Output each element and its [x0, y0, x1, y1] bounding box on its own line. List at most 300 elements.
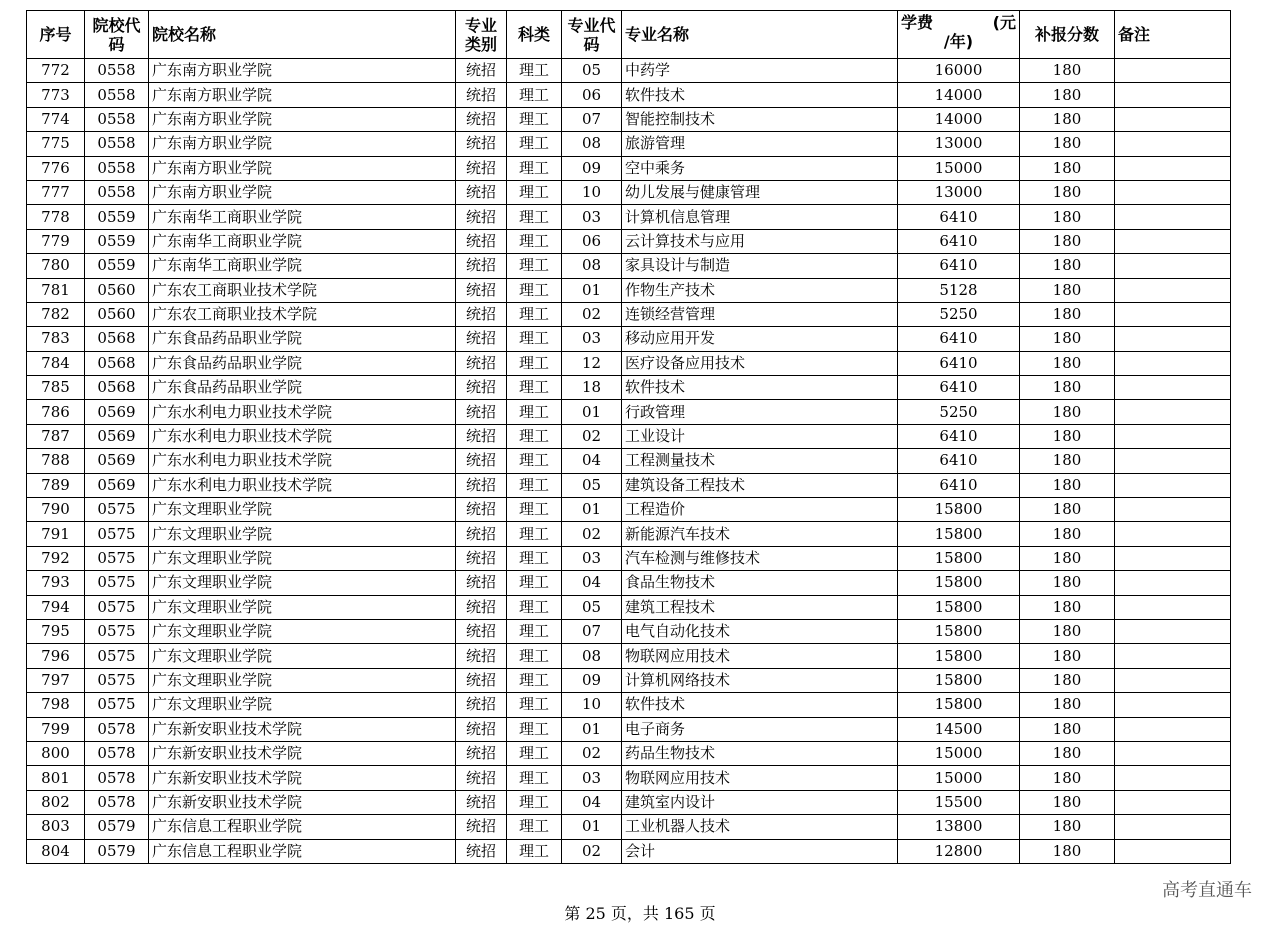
cell-school-code: 0558 — [85, 132, 149, 156]
cell-subject: 理工 — [507, 376, 562, 400]
cell-major-type: 统招 — [456, 400, 507, 424]
cell-score: 180 — [1020, 815, 1115, 839]
cell-subject: 理工 — [507, 132, 562, 156]
cell-fee: 15000 — [898, 741, 1020, 765]
cell-subject: 理工 — [507, 473, 562, 497]
cell-fee: 16000 — [898, 59, 1020, 83]
cell-school-code: 0560 — [85, 302, 149, 326]
cell-major-type: 统招 — [456, 254, 507, 278]
cell-major-name: 软件技术 — [622, 83, 898, 107]
cell-subject: 理工 — [507, 595, 562, 619]
cell-score: 180 — [1020, 229, 1115, 253]
cell-remark — [1115, 180, 1231, 204]
cell-subject: 理工 — [507, 302, 562, 326]
cell-major-type: 统招 — [456, 327, 507, 351]
cell-school-name: 广东文理职业学院 — [149, 571, 456, 595]
cell-seq: 796 — [27, 644, 85, 668]
cell-major-name: 医疗设备应用技术 — [622, 351, 898, 375]
cell-seq: 799 — [27, 717, 85, 741]
cell-fee: 14000 — [898, 107, 1020, 131]
cell-major-code: 08 — [562, 254, 622, 278]
cell-school-name: 广东农工商职业技术学院 — [149, 302, 456, 326]
cell-fee: 6410 — [898, 351, 1020, 375]
cell-major-code: 02 — [562, 839, 622, 863]
cell-school-name: 广东食品药品职业学院 — [149, 351, 456, 375]
cell-fee: 12800 — [898, 839, 1020, 863]
cell-school-code: 0575 — [85, 619, 149, 643]
cell-major-name: 计算机信息管理 — [622, 205, 898, 229]
cell-fee: 15000 — [898, 156, 1020, 180]
cell-remark — [1115, 522, 1231, 546]
table-row — [27, 278, 1231, 302]
cell-remark — [1115, 400, 1231, 424]
cell-remark — [1115, 278, 1231, 302]
table-row — [27, 839, 1231, 863]
cell-school-code: 0558 — [85, 59, 149, 83]
header-seq: 序号 — [27, 11, 85, 59]
cell-major-type: 统招 — [456, 229, 507, 253]
cell-school-name: 广东文理职业学院 — [149, 546, 456, 570]
cell-school-code: 0569 — [85, 449, 149, 473]
cell-score: 180 — [1020, 571, 1115, 595]
cell-subject: 理工 — [507, 254, 562, 278]
cell-major-type: 统招 — [456, 595, 507, 619]
table-row — [27, 741, 1231, 765]
cell-seq: 774 — [27, 107, 85, 131]
header-major-name: 专业名称 — [622, 11, 898, 59]
cell-major-code: 04 — [562, 449, 622, 473]
cell-major-type: 统招 — [456, 815, 507, 839]
cell-subject: 理工 — [507, 522, 562, 546]
cell-major-code: 04 — [562, 790, 622, 814]
table-row — [27, 473, 1231, 497]
cell-school-name: 广东南方职业学院 — [149, 83, 456, 107]
header-major-code: 专业代码 — [562, 11, 622, 59]
cell-major-name: 药品生物技术 — [622, 741, 898, 765]
cell-remark — [1115, 351, 1231, 375]
header-score: 补报分数 — [1020, 11, 1115, 59]
cell-remark — [1115, 83, 1231, 107]
cell-major-name: 软件技术 — [622, 376, 898, 400]
cell-major-code: 06 — [562, 229, 622, 253]
cell-seq: 802 — [27, 790, 85, 814]
cell-subject: 理工 — [507, 424, 562, 448]
cell-subject: 理工 — [507, 717, 562, 741]
cell-major-code: 05 — [562, 595, 622, 619]
header-fee-label: 学费 — [901, 12, 934, 32]
cell-score: 180 — [1020, 619, 1115, 643]
cell-major-code: 18 — [562, 376, 622, 400]
cell-school-code: 0575 — [85, 644, 149, 668]
cell-remark — [1115, 229, 1231, 253]
cell-subject: 理工 — [507, 693, 562, 717]
cell-subject: 理工 — [507, 546, 562, 570]
cell-score: 180 — [1020, 693, 1115, 717]
cell-school-code: 0579 — [85, 839, 149, 863]
table-row — [27, 351, 1231, 375]
table-row — [27, 180, 1231, 204]
cell-remark — [1115, 327, 1231, 351]
cell-remark — [1115, 205, 1231, 229]
table-row — [27, 498, 1231, 522]
table-row — [27, 254, 1231, 278]
cell-major-name: 电子商务 — [622, 717, 898, 741]
cell-seq: 781 — [27, 278, 85, 302]
cell-major-name: 工业设计 — [622, 424, 898, 448]
cell-seq: 801 — [27, 766, 85, 790]
cell-school-name: 广东南华工商职业学院 — [149, 229, 456, 253]
header-fee-unit-a: (元 — [992, 12, 1016, 32]
cell-school-name: 广东南方职业学院 — [149, 132, 456, 156]
cell-fee: 15800 — [898, 546, 1020, 570]
cell-seq: 772 — [27, 59, 85, 83]
cell-remark — [1115, 376, 1231, 400]
cell-school-code: 0568 — [85, 351, 149, 375]
cell-school-code: 0575 — [85, 498, 149, 522]
cell-remark — [1115, 498, 1231, 522]
cell-major-type: 统招 — [456, 693, 507, 717]
table-row — [27, 449, 1231, 473]
cell-seq: 777 — [27, 180, 85, 204]
cell-remark — [1115, 107, 1231, 131]
cell-fee: 5250 — [898, 302, 1020, 326]
cell-fee: 15800 — [898, 498, 1020, 522]
cell-fee: 15800 — [898, 693, 1020, 717]
cell-school-name: 广东食品药品职业学院 — [149, 376, 456, 400]
cell-school-name: 广东南华工商职业学院 — [149, 254, 456, 278]
cell-major-name: 食品生物技术 — [622, 571, 898, 595]
cell-major-code: 05 — [562, 473, 622, 497]
cell-school-name: 广东农工商职业技术学院 — [149, 278, 456, 302]
table-row — [27, 668, 1231, 692]
cell-school-code: 0575 — [85, 668, 149, 692]
cell-major-type: 统招 — [456, 644, 507, 668]
cell-major-name: 建筑设备工程技术 — [622, 473, 898, 497]
cell-major-code: 06 — [562, 83, 622, 107]
cell-major-code: 01 — [562, 717, 622, 741]
cell-score: 180 — [1020, 302, 1115, 326]
cell-major-name: 工程测量技术 — [622, 449, 898, 473]
cell-major-code: 03 — [562, 327, 622, 351]
table-row — [27, 522, 1231, 546]
cell-seq: 788 — [27, 449, 85, 473]
table-row — [27, 400, 1231, 424]
cell-remark — [1115, 302, 1231, 326]
cell-score: 180 — [1020, 156, 1115, 180]
cell-major-code: 10 — [562, 693, 622, 717]
cell-score: 180 — [1020, 205, 1115, 229]
cell-school-name: 广东信息工程职业学院 — [149, 839, 456, 863]
cell-school-code: 0568 — [85, 376, 149, 400]
cell-school-code: 0575 — [85, 522, 149, 546]
cell-major-type: 统招 — [456, 717, 507, 741]
table-body — [27, 59, 1231, 864]
cell-remark — [1115, 693, 1231, 717]
cell-school-name: 广东南方职业学院 — [149, 180, 456, 204]
cell-major-type: 统招 — [456, 156, 507, 180]
cell-remark — [1115, 473, 1231, 497]
cell-score: 180 — [1020, 449, 1115, 473]
cell-seq: 783 — [27, 327, 85, 351]
cell-fee: 13000 — [898, 132, 1020, 156]
header-school-name: 院校名称 — [149, 11, 456, 59]
cell-major-code: 03 — [562, 205, 622, 229]
cell-major-code: 03 — [562, 546, 622, 570]
cell-seq: 779 — [27, 229, 85, 253]
cell-school-code: 0578 — [85, 790, 149, 814]
cell-major-type: 统招 — [456, 424, 507, 448]
cell-remark — [1115, 717, 1231, 741]
cell-score: 180 — [1020, 546, 1115, 570]
cell-school-name: 广东文理职业学院 — [149, 522, 456, 546]
cell-subject: 理工 — [507, 815, 562, 839]
cell-major-name: 幼儿发展与健康管理 — [622, 180, 898, 204]
cell-fee: 15800 — [898, 644, 1020, 668]
cell-major-name: 建筑室内设计 — [622, 790, 898, 814]
cell-subject: 理工 — [507, 766, 562, 790]
cell-score: 180 — [1020, 107, 1115, 131]
cell-school-name: 广东南方职业学院 — [149, 59, 456, 83]
cell-major-code: 03 — [562, 766, 622, 790]
cell-school-code: 0558 — [85, 107, 149, 131]
cell-fee: 14500 — [898, 717, 1020, 741]
table-row — [27, 132, 1231, 156]
cell-school-code: 0569 — [85, 400, 149, 424]
cell-fee: 14000 — [898, 83, 1020, 107]
cell-school-name: 广东文理职业学院 — [149, 693, 456, 717]
watermark: 高考直通车 — [1162, 880, 1252, 901]
cell-subject: 理工 — [507, 839, 562, 863]
table-row — [27, 205, 1231, 229]
cell-major-code: 09 — [562, 668, 622, 692]
cell-fee: 15800 — [898, 595, 1020, 619]
cell-school-name: 广东文理职业学院 — [149, 498, 456, 522]
cell-major-name: 物联网应用技术 — [622, 644, 898, 668]
cell-school-code: 0578 — [85, 741, 149, 765]
cell-major-code: 10 — [562, 180, 622, 204]
cell-major-code: 01 — [562, 498, 622, 522]
cell-score: 180 — [1020, 790, 1115, 814]
cell-school-code: 0559 — [85, 254, 149, 278]
table-row — [27, 229, 1231, 253]
cell-seq: 791 — [27, 522, 85, 546]
cell-school-code: 0558 — [85, 83, 149, 107]
cell-major-type: 统招 — [456, 571, 507, 595]
cell-remark — [1115, 619, 1231, 643]
header-remark: 备注 — [1115, 11, 1231, 59]
cell-major-type: 统招 — [456, 498, 507, 522]
cell-school-code: 0558 — [85, 156, 149, 180]
cell-remark — [1115, 59, 1231, 83]
cell-major-code: 02 — [562, 741, 622, 765]
cell-seq: 794 — [27, 595, 85, 619]
cell-subject: 理工 — [507, 327, 562, 351]
cell-score: 180 — [1020, 254, 1115, 278]
table-row — [27, 107, 1231, 131]
cell-score: 180 — [1020, 644, 1115, 668]
table-row — [27, 327, 1231, 351]
cell-school-name: 广东水利电力职业技术学院 — [149, 424, 456, 448]
cell-school-name: 广东文理职业学院 — [149, 595, 456, 619]
table-header-row — [27, 11, 1231, 59]
cell-school-code: 0558 — [85, 180, 149, 204]
cell-school-code: 0569 — [85, 473, 149, 497]
cell-major-type: 统招 — [456, 180, 507, 204]
cell-seq: 773 — [27, 83, 85, 107]
table-row — [27, 571, 1231, 595]
table-row — [27, 815, 1231, 839]
cell-remark — [1115, 571, 1231, 595]
cell-score: 180 — [1020, 376, 1115, 400]
cell-school-name: 广东水利电力职业技术学院 — [149, 473, 456, 497]
cell-school-code: 0575 — [85, 693, 149, 717]
cell-score: 180 — [1020, 400, 1115, 424]
cell-major-name: 移动应用开发 — [622, 327, 898, 351]
cell-major-type: 统招 — [456, 278, 507, 302]
cell-school-name: 广东水利电力职业技术学院 — [149, 400, 456, 424]
cell-subject: 理工 — [507, 571, 562, 595]
cell-school-code: 0575 — [85, 546, 149, 570]
cell-school-code: 0560 — [85, 278, 149, 302]
header-fee — [898, 11, 1020, 59]
cell-subject: 理工 — [507, 156, 562, 180]
cell-fee: 6410 — [898, 254, 1020, 278]
table-row — [27, 619, 1231, 643]
cell-subject: 理工 — [507, 400, 562, 424]
cell-school-name: 广东新安职业技术学院 — [149, 766, 456, 790]
cell-remark — [1115, 449, 1231, 473]
cell-seq: 787 — [27, 424, 85, 448]
cell-major-type: 统招 — [456, 839, 507, 863]
cell-subject: 理工 — [507, 644, 562, 668]
cell-score: 180 — [1020, 668, 1115, 692]
cell-major-name: 连锁经营管理 — [622, 302, 898, 326]
cell-major-name: 空中乘务 — [622, 156, 898, 180]
cell-school-code: 0575 — [85, 571, 149, 595]
cell-seq: 800 — [27, 741, 85, 765]
cell-seq: 797 — [27, 668, 85, 692]
cell-major-name: 旅游管理 — [622, 132, 898, 156]
cell-school-code: 0569 — [85, 424, 149, 448]
cell-seq: 786 — [27, 400, 85, 424]
cell-subject: 理工 — [507, 498, 562, 522]
cell-major-type: 统招 — [456, 59, 507, 83]
cell-seq: 795 — [27, 619, 85, 643]
table-row — [27, 83, 1231, 107]
cell-remark — [1115, 839, 1231, 863]
cell-seq: 798 — [27, 693, 85, 717]
cell-major-type: 统招 — [456, 107, 507, 131]
cell-score: 180 — [1020, 766, 1115, 790]
cell-seq: 778 — [27, 205, 85, 229]
cell-seq: 784 — [27, 351, 85, 375]
cell-seq: 789 — [27, 473, 85, 497]
cell-remark — [1115, 546, 1231, 570]
cell-score: 180 — [1020, 278, 1115, 302]
cell-school-code: 0559 — [85, 229, 149, 253]
header-fee-unit-b: /年) — [943, 31, 974, 51]
table-row — [27, 766, 1231, 790]
table-row — [27, 717, 1231, 741]
header-subject: 科类 — [507, 11, 562, 59]
cell-school-name: 广东水利电力职业技术学院 — [149, 449, 456, 473]
header-major-type: 专业类别 — [456, 11, 507, 59]
cell-fee: 13800 — [898, 815, 1020, 839]
cell-fee: 5250 — [898, 400, 1020, 424]
cell-seq: 775 — [27, 132, 85, 156]
cell-major-name: 工业机器人技术 — [622, 815, 898, 839]
cell-major-type: 统招 — [456, 522, 507, 546]
cell-major-name: 工程造价 — [622, 498, 898, 522]
cell-fee: 6410 — [898, 327, 1020, 351]
cell-major-code: 04 — [562, 571, 622, 595]
cell-major-type: 统招 — [456, 668, 507, 692]
cell-major-type: 统招 — [456, 351, 507, 375]
cell-school-name: 广东新安职业技术学院 — [149, 790, 456, 814]
table-row — [27, 156, 1231, 180]
cell-major-name: 软件技术 — [622, 693, 898, 717]
cell-score: 180 — [1020, 59, 1115, 83]
cell-major-name: 建筑工程技术 — [622, 595, 898, 619]
cell-score: 180 — [1020, 717, 1115, 741]
cell-seq: 803 — [27, 815, 85, 839]
cell-fee: 6410 — [898, 205, 1020, 229]
cell-score: 180 — [1020, 180, 1115, 204]
cell-major-name: 智能控制技术 — [622, 107, 898, 131]
cell-major-name: 新能源汽车技术 — [622, 522, 898, 546]
cell-fee: 15000 — [898, 766, 1020, 790]
cell-school-code: 0578 — [85, 717, 149, 741]
cell-remark — [1115, 595, 1231, 619]
cell-major-code: 01 — [562, 815, 622, 839]
cell-major-type: 统招 — [456, 83, 507, 107]
cell-remark — [1115, 766, 1231, 790]
cell-major-name: 云计算技术与应用 — [622, 229, 898, 253]
table-row — [27, 790, 1231, 814]
cell-subject: 理工 — [507, 278, 562, 302]
cell-subject: 理工 — [507, 790, 562, 814]
cell-major-type: 统招 — [456, 302, 507, 326]
cell-remark — [1115, 790, 1231, 814]
cell-school-code: 0579 — [85, 815, 149, 839]
cell-major-name: 会计 — [622, 839, 898, 863]
table-row — [27, 595, 1231, 619]
cell-major-name: 中药学 — [622, 59, 898, 83]
cell-fee: 15800 — [898, 619, 1020, 643]
cell-school-code: 0575 — [85, 595, 149, 619]
cell-score: 180 — [1020, 741, 1115, 765]
cell-fee: 15800 — [898, 571, 1020, 595]
cell-subject: 理工 — [507, 107, 562, 131]
cell-major-code: 02 — [562, 424, 622, 448]
cell-major-name: 电气自动化技术 — [622, 619, 898, 643]
cell-remark — [1115, 254, 1231, 278]
cell-subject: 理工 — [507, 741, 562, 765]
cell-school-name: 广东文理职业学院 — [149, 668, 456, 692]
cell-major-type: 统招 — [456, 790, 507, 814]
cell-school-name: 广东南方职业学院 — [149, 156, 456, 180]
cell-school-name: 广东新安职业技术学院 — [149, 741, 456, 765]
cell-major-type: 统招 — [456, 546, 507, 570]
cell-seq: 793 — [27, 571, 85, 595]
cell-subject: 理工 — [507, 180, 562, 204]
cell-score: 180 — [1020, 498, 1115, 522]
table-row — [27, 644, 1231, 668]
cell-subject: 理工 — [507, 619, 562, 643]
cell-score: 180 — [1020, 473, 1115, 497]
header-school-code: 院校代码 — [85, 11, 149, 59]
table-row — [27, 376, 1231, 400]
